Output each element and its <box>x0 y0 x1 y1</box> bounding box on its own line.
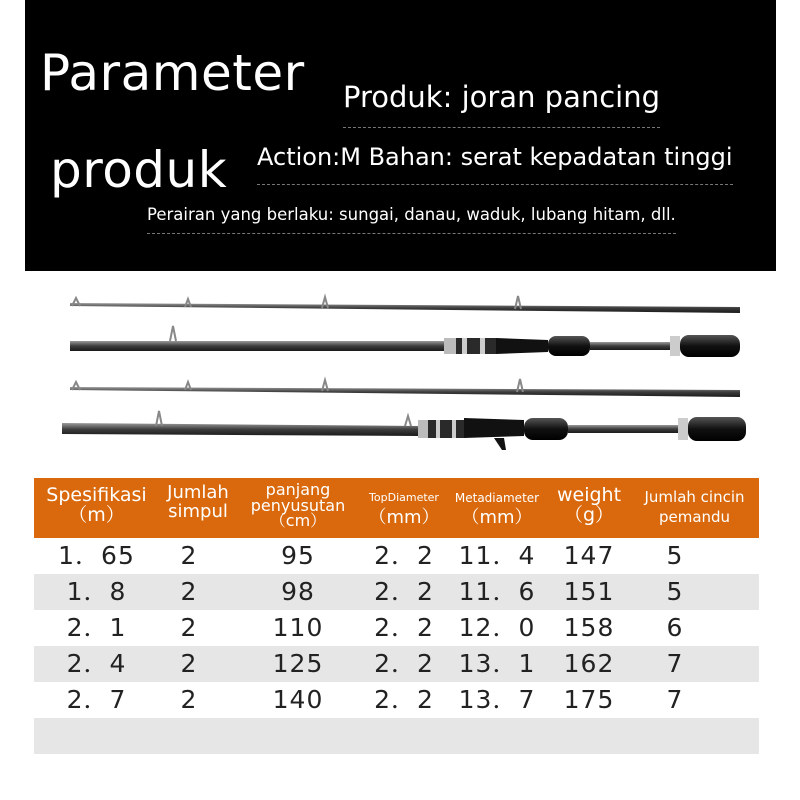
title-line-2: produk <box>50 141 228 199</box>
cell-top-diameter: 2．2 <box>374 613 434 642</box>
rod-2-butt-section <box>70 326 740 357</box>
cell-cincin: 5 <box>666 541 684 570</box>
waters-text: Perairan yang berlaku: sungai, danau, waduk, lubang hitam, dll. <box>147 205 676 224</box>
cell-panjang: 140 <box>272 685 324 714</box>
col-header-jumlah-cincin-pemandu: Jumlah cincin pemandu <box>644 488 745 526</box>
table-row <box>34 646 759 682</box>
rod-3-tip-section <box>70 379 740 397</box>
cell-weight: 162 <box>563 649 615 678</box>
col-header-jumlah-simpul: Jumlah simpul <box>167 482 229 522</box>
cell-panjang: 95 <box>281 541 315 570</box>
waters-line <box>147 205 676 224</box>
table-row-empty <box>34 718 759 754</box>
cell-simpul: 2 <box>180 685 198 714</box>
cell-cincin: 5 <box>666 577 684 606</box>
table-row <box>34 682 759 718</box>
col-header-spesifikasi: Spesifikasi （m） <box>46 484 147 526</box>
fishing-rods-illustration <box>0 280 800 460</box>
col-header-panjang-penyusutan: panjang penyusutan （cm） <box>250 480 346 531</box>
product-text: Produk: joran pancing <box>343 80 661 114</box>
cell-spec: 2．4 <box>66 649 127 678</box>
table-row <box>34 610 759 646</box>
cell-spec: 2．7 <box>66 685 127 714</box>
cell-panjang: 98 <box>281 577 315 606</box>
col-header-metadiameter: Metadiameter （mm） <box>454 491 540 529</box>
cell-metadiameter: 13．7 <box>458 685 536 714</box>
cell-spec: 2．1 <box>66 613 127 642</box>
cell-weight: 151 <box>563 577 615 606</box>
cell-metadiameter: 11．4 <box>458 541 536 570</box>
cell-weight: 158 <box>563 613 615 642</box>
col-header-top-diameter: TopDiameter （mm） <box>368 491 440 528</box>
cell-simpul: 2 <box>180 613 198 642</box>
cell-top-diameter: 2．2 <box>374 577 434 606</box>
cell-metadiameter: 11．6 <box>458 577 536 606</box>
cell-top-diameter: 2．2 <box>374 685 434 714</box>
cell-simpul: 2 <box>180 577 198 606</box>
cell-top-diameter: 2．2 <box>374 541 434 570</box>
cell-metadiameter: 12．0 <box>458 613 536 642</box>
cell-simpul: 2 <box>180 541 198 570</box>
product-line <box>343 80 660 114</box>
cell-cincin: 6 <box>666 613 684 642</box>
spec-table-header <box>34 478 759 538</box>
action-material-line <box>257 143 733 171</box>
cell-panjang: 125 <box>272 649 324 678</box>
cell-cincin: 7 <box>666 649 684 678</box>
rod-4-butt-section <box>62 411 746 450</box>
col-header-weight: weight （g） <box>556 484 622 526</box>
action-material-text: Action:M Bahan: serat kepadatan tinggi <box>257 143 733 171</box>
table-row <box>34 538 759 574</box>
header-banner <box>25 0 776 271</box>
table-row <box>34 574 759 610</box>
cell-top-diameter: 2．2 <box>374 649 434 678</box>
cell-weight: 147 <box>563 541 615 570</box>
cell-metadiameter: 13．1 <box>458 649 536 678</box>
rod-1-tip-section <box>70 296 740 313</box>
cell-simpul: 2 <box>180 649 198 678</box>
cell-weight: 175 <box>563 685 615 714</box>
cell-cincin: 7 <box>666 685 684 714</box>
cell-panjang: 110 <box>272 613 324 642</box>
title-line-1: Parameter <box>40 44 305 102</box>
cell-spec: 1．8 <box>66 577 127 606</box>
cell-spec: 1．65 <box>58 541 135 570</box>
